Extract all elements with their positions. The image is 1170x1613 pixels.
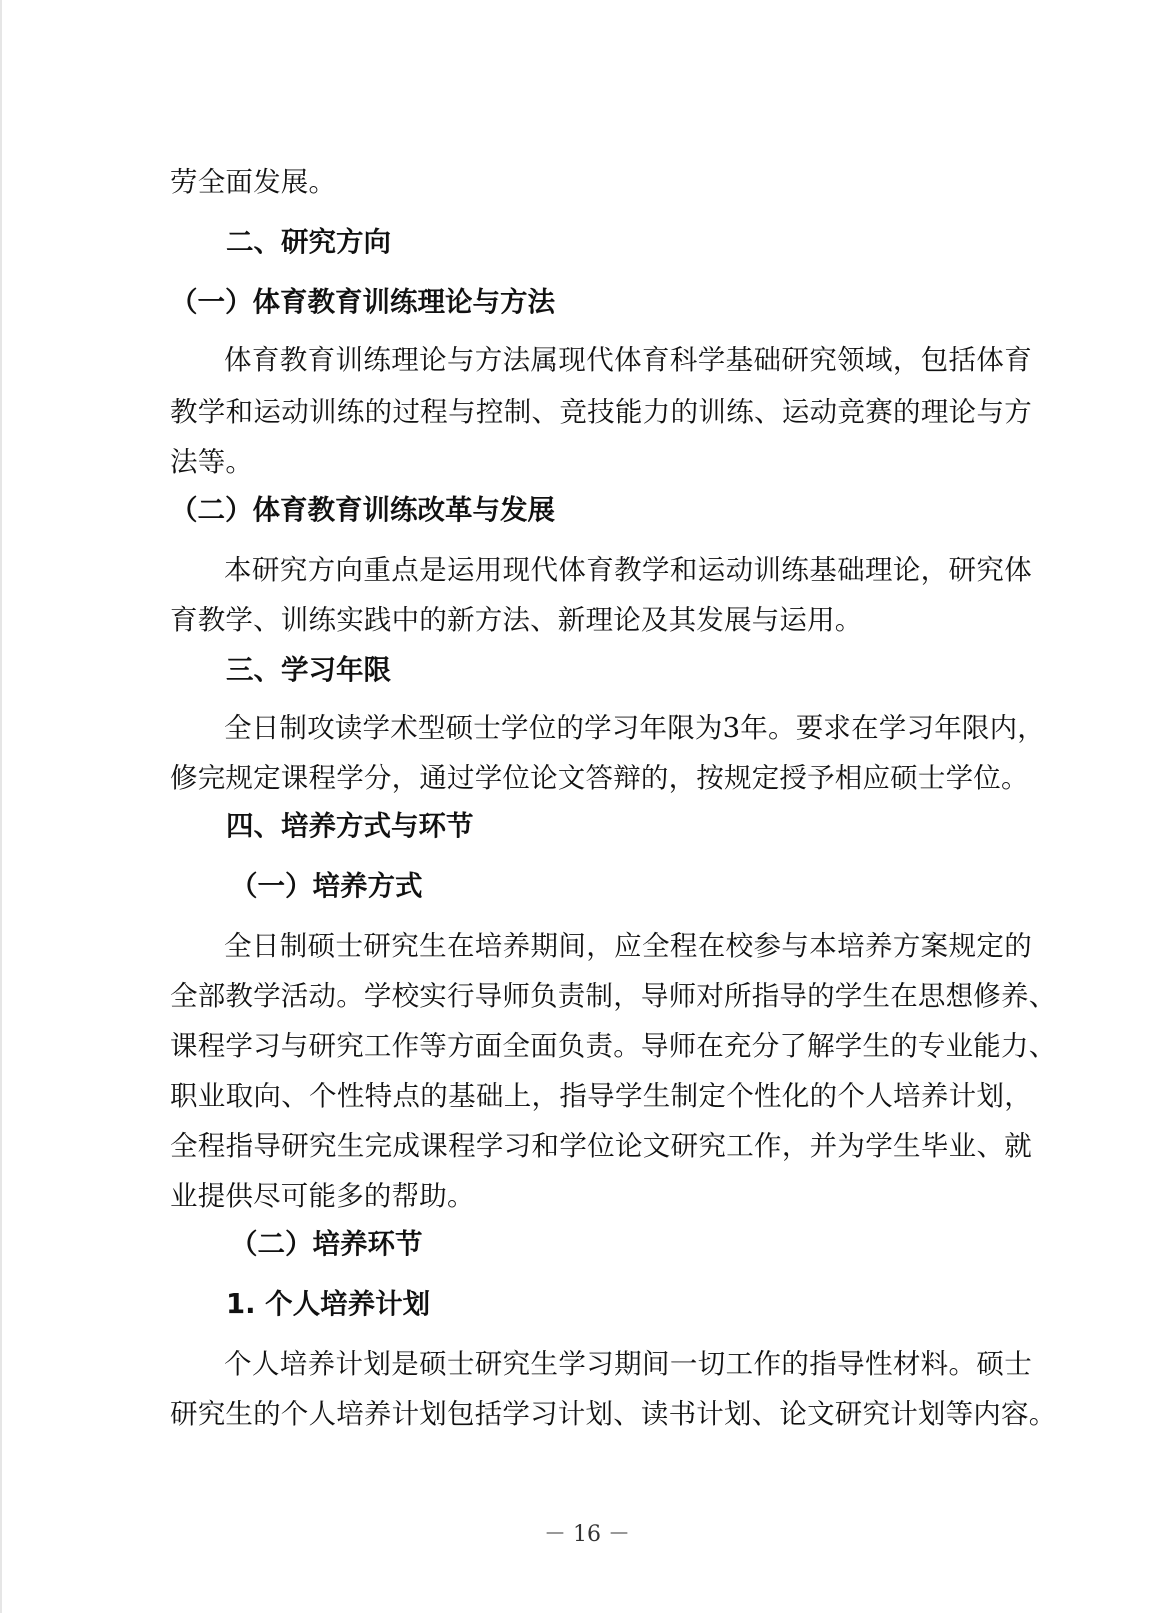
- paragraph-line: 法等。: [170, 446, 254, 478]
- paragraph-line: 体育教育训练理论与方法属现代体育科学基础研究领域，包括体育: [224, 344, 1032, 376]
- paragraph-line: 全日制攻读学术型硕士学位的学习年限为3年。要求在学习年限内，: [224, 712, 1045, 744]
- paragraph-line: 业提供尽可能多的帮助。: [170, 1180, 475, 1212]
- section-heading-research-directions: 二、研究方向: [226, 226, 391, 258]
- subsection-heading-training-stages: （二）培养环节: [230, 1228, 423, 1260]
- paragraph-line: 全部教学活动。学校实行导师负责制，导师对所指导的学生在思想修养、: [170, 980, 1057, 1012]
- paragraph-line: 全程指导研究生完成课程学习和学位论文研究工作，并为学生毕业、就: [170, 1130, 1032, 1162]
- paragraph-line: 职业取向、个性特点的基础上，指导学生制定个性化的个人培养计划，: [170, 1080, 1032, 1112]
- paragraph-line: 育教学、训练实践中的新方法、新理论及其发展与运用。: [170, 604, 863, 636]
- page-number: － 16 －: [544, 1522, 630, 1547]
- subsection-heading-training-method: （一）培养方式: [230, 870, 423, 902]
- paragraph-line: 全日制硕士研究生在培养期间，应全程在校参与本培养方案规定的: [224, 930, 1032, 962]
- subsection-heading-reform-development: （二）体育教育训练改革与发展: [170, 494, 555, 526]
- item-heading-personal-plan: 1. 个人培养计划: [226, 1288, 431, 1320]
- paragraph-line: 本研究方向重点是运用现代体育教学和运动训练基础理论，研究体: [224, 554, 1032, 586]
- section-heading-training-mode: 四、培养方式与环节: [226, 810, 474, 842]
- paragraph-line: 劳全面发展。: [170, 166, 337, 198]
- paragraph-line: 课程学习与研究工作等方面全面负责。导师在充分了解学生的专业能力、: [170, 1030, 1057, 1062]
- paragraph-line: 教学和运动训练的过程与控制、竞技能力的训练、运动竞赛的理论与方: [170, 396, 1032, 428]
- paragraph-line: 个人培养计划是硕士研究生学习期间一切工作的指导性材料。硕士: [224, 1348, 1032, 1380]
- subsection-heading-theory-methods: （一）体育教育训练理论与方法: [170, 286, 555, 318]
- paragraph-line: 研究生的个人培养计划包括学习计划、读书计划、论文研究计划等内容。: [170, 1398, 1057, 1430]
- section-heading-study-duration: 三、学习年限: [226, 654, 391, 686]
- paragraph-line: 修完规定课程学分，通过学位论文答辩的，按规定授予相应硕士学位。: [170, 762, 1029, 794]
